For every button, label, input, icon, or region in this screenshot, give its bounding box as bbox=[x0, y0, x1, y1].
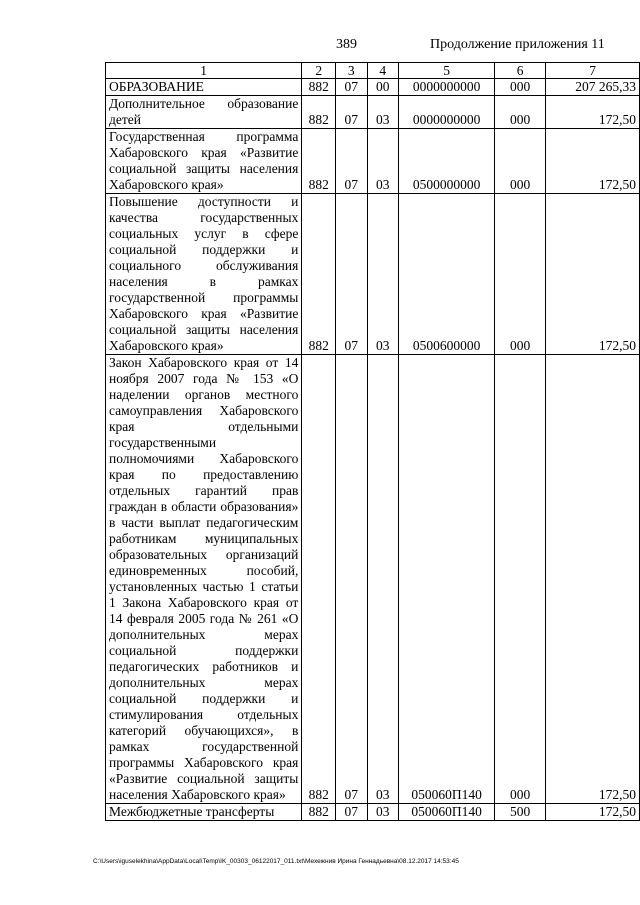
cell-target-article: 0500000000 bbox=[399, 129, 495, 194]
cell-ministry: 882 bbox=[302, 194, 336, 355]
row-name: ОБРАЗОВАНИЕ bbox=[106, 79, 302, 96]
column-header: 5 bbox=[399, 63, 495, 79]
row-name: Государственная программа Хабаровского края «Развитие социальной защиты населения Хабаровского края» bbox=[106, 129, 302, 194]
cell-amount: 207 265,33 bbox=[546, 79, 640, 96]
column-header: 6 bbox=[495, 63, 546, 79]
page-number: 389 bbox=[336, 37, 357, 52]
cell-ministry: 882 bbox=[302, 129, 336, 194]
cell-amount: 172,50 bbox=[546, 804, 640, 821]
column-header: 4 bbox=[367, 63, 399, 79]
cell-section: 07 bbox=[336, 194, 368, 355]
cell-amount: 172,50 bbox=[546, 355, 640, 804]
cell-subsection: 00 bbox=[367, 79, 399, 96]
cell-subsection: 03 bbox=[367, 355, 399, 804]
cell-amount: 172,50 bbox=[546, 129, 640, 194]
cell-target-article: 0000000000 bbox=[399, 79, 495, 96]
row-name: Закон Хабаровского края от 14 ноября 2007 года № 153 «О наделении органов местного самоуправления Хабаровского края отдельными государственными полномочиями Хабаровского края по предоставлению отдельных гарантий прав граждан в области образования» в части выплат педагогическим работникам муниципальных образовательных организаций единовременных пособий, установленных частью 1 статьи 1 Закона Хабаровского края от 14 февраля 2005 года № 261 «О дополнительных мерах социальной поддержки педагогических работников и дополнительных мерах социальной поддержки и стимулирования отдельных категорий обучающихся», в рамках государственной программы Хабаровского края «Развитие социальной защиты населения Хабаровского края» bbox=[106, 355, 302, 804]
table-row bbox=[106, 96, 640, 129]
cell-expense-type: 000 bbox=[495, 96, 546, 129]
cell-expense-type: 000 bbox=[495, 194, 546, 355]
cell-section: 07 bbox=[336, 79, 368, 96]
row-name: Межбюджетные трансферты bbox=[106, 804, 302, 821]
cell-section: 07 bbox=[336, 129, 368, 194]
cell-ministry: 882 bbox=[302, 355, 336, 804]
row-name: Дополнительное образование детей bbox=[106, 96, 302, 129]
table-row bbox=[106, 79, 640, 96]
cell-subsection: 03 bbox=[367, 194, 399, 355]
cell-subsection: 03 bbox=[367, 96, 399, 129]
table-row bbox=[106, 804, 640, 821]
cell-ministry: 882 bbox=[302, 79, 336, 96]
table-row bbox=[106, 355, 640, 804]
cell-target-article: 050060П140 bbox=[399, 804, 495, 821]
table-row bbox=[106, 129, 640, 194]
file-path-footer: C:\Users\iguselekhina\AppData\Local\Temp\IK_00303_06122017_011.txt\Мехежнив Ирина Геннадьевна\08.12.2017 14:53:45 bbox=[93, 858, 459, 865]
table-row bbox=[106, 194, 640, 355]
cell-expense-type: 500 bbox=[495, 804, 546, 821]
row-name: Повышение доступности и качества государственных социальных услуг в сфере социальной поддержки и социального обслуживания населения в рамках государственной программы Хабаровского края «Развитие социальной защиты населения Хабаровского края» bbox=[106, 194, 302, 355]
cell-target-article: 0000000000 bbox=[399, 96, 495, 129]
column-header: 1 bbox=[106, 63, 302, 79]
cell-expense-type: 000 bbox=[495, 129, 546, 194]
column-number-row bbox=[106, 63, 640, 79]
appendix-continuation-label: Продолжение приложения 11 bbox=[430, 37, 605, 52]
cell-target-article: 0500600000 bbox=[399, 194, 495, 355]
cell-ministry: 882 bbox=[302, 96, 336, 129]
budget-table bbox=[105, 62, 640, 821]
cell-expense-type: 000 bbox=[495, 355, 546, 804]
cell-amount: 172,50 bbox=[546, 194, 640, 355]
cell-section: 07 bbox=[336, 804, 368, 821]
cell-section: 07 bbox=[336, 96, 368, 129]
cell-amount: 172,50 bbox=[546, 96, 640, 129]
cell-subsection: 03 bbox=[367, 129, 399, 194]
column-header: 7 bbox=[546, 63, 640, 79]
column-header: 3 bbox=[336, 63, 368, 79]
cell-target-article: 050060П140 bbox=[399, 355, 495, 804]
cell-section: 07 bbox=[336, 355, 368, 804]
column-header: 2 bbox=[302, 63, 336, 79]
cell-subsection: 03 bbox=[367, 804, 399, 821]
cell-ministry: 882 bbox=[302, 804, 336, 821]
cell-expense-type: 000 bbox=[495, 79, 546, 96]
